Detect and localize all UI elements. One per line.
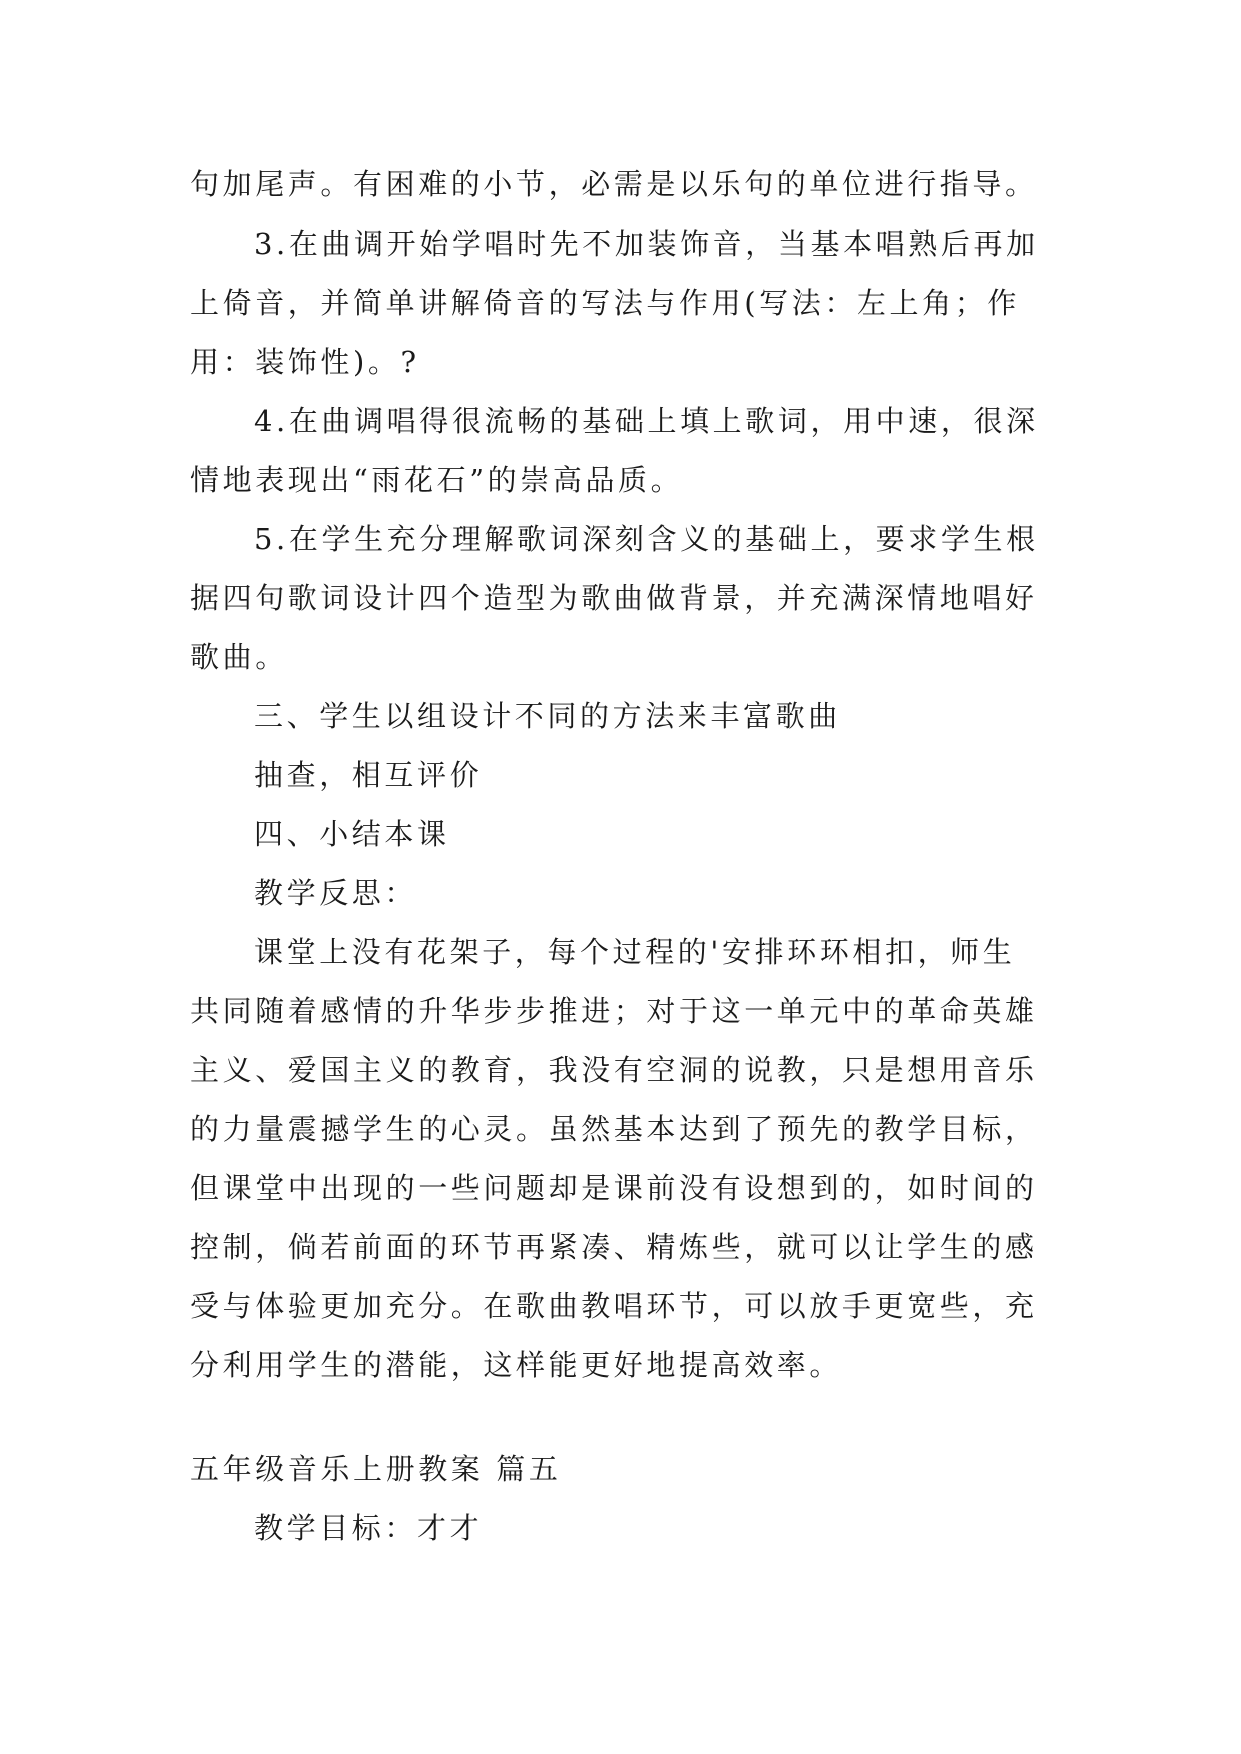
text-line-6: 情地表现出“雨花石”的崇高品质。 bbox=[190, 463, 684, 497]
text-line-9: 歌曲。 bbox=[190, 640, 288, 674]
section-heading-3: 三、学生以组设计不同的方法来丰富歌曲 bbox=[254, 699, 841, 733]
reflection-heading: 教学反思： bbox=[254, 876, 418, 910]
text-line-18: 但课堂中出现的一些问题却是课前没有设想到的，如时间的 bbox=[190, 1171, 1038, 1205]
section-heading-4: 四、小结本课 bbox=[254, 817, 450, 851]
text-line-20: 受与体验更加充分。在歌曲教唱环节，可以放手更宽些，充 bbox=[190, 1289, 1038, 1323]
text-line-19: 控制，倘若前面的环节再紧凑、精炼些，就可以让学生的感 bbox=[190, 1230, 1038, 1264]
text-line-2: 3.在曲调开始学唱时先不加装饰音，当基本唱熟后再加 bbox=[254, 227, 1039, 261]
text-line-21: 分利用学生的潜能，这样能更好地提高效率。 bbox=[190, 1348, 843, 1382]
text-line-8: 据四句歌词设计四个造型为歌曲做背景，并充满深情地唱好 bbox=[190, 581, 1038, 615]
text-line-16: 主义、爱国主义的教育，我没有空洞的说教，只是想用音乐 bbox=[190, 1053, 1038, 1087]
text-line-5: 4.在曲调唱得很流畅的基础上填上歌词，用中速，很深 bbox=[254, 404, 1039, 438]
text-line-1: 句加尾声。有困难的小节，必需是以乐句的单位进行指导。 bbox=[190, 167, 1038, 201]
lesson-title: 五年级音乐上册教案 篇五 bbox=[190, 1452, 562, 1486]
text-line-17: 的力量震撼学生的心灵。虽然基本达到了预先的教学目标， bbox=[190, 1112, 1038, 1146]
text-line-11: 抽查，相互评价 bbox=[254, 758, 483, 792]
text-line-14: 课堂上没有花架子，每个过程的'安排环环相扣，师生 bbox=[254, 935, 1016, 969]
text-line-7: 5.在学生充分理解歌词深刻含义的基础上，要求学生根 bbox=[254, 522, 1039, 556]
text-line-15: 共同随着感情的升华步步推进；对于这一单元中的革命英雄 bbox=[190, 994, 1038, 1028]
text-line-3: 上倚音，并简单讲解倚音的写法与作用(写法：左上角；作 bbox=[190, 286, 1020, 320]
objectives-heading: 教学目标：才才 bbox=[254, 1511, 483, 1545]
text-line-4: 用：装饰性)。? bbox=[190, 345, 420, 379]
